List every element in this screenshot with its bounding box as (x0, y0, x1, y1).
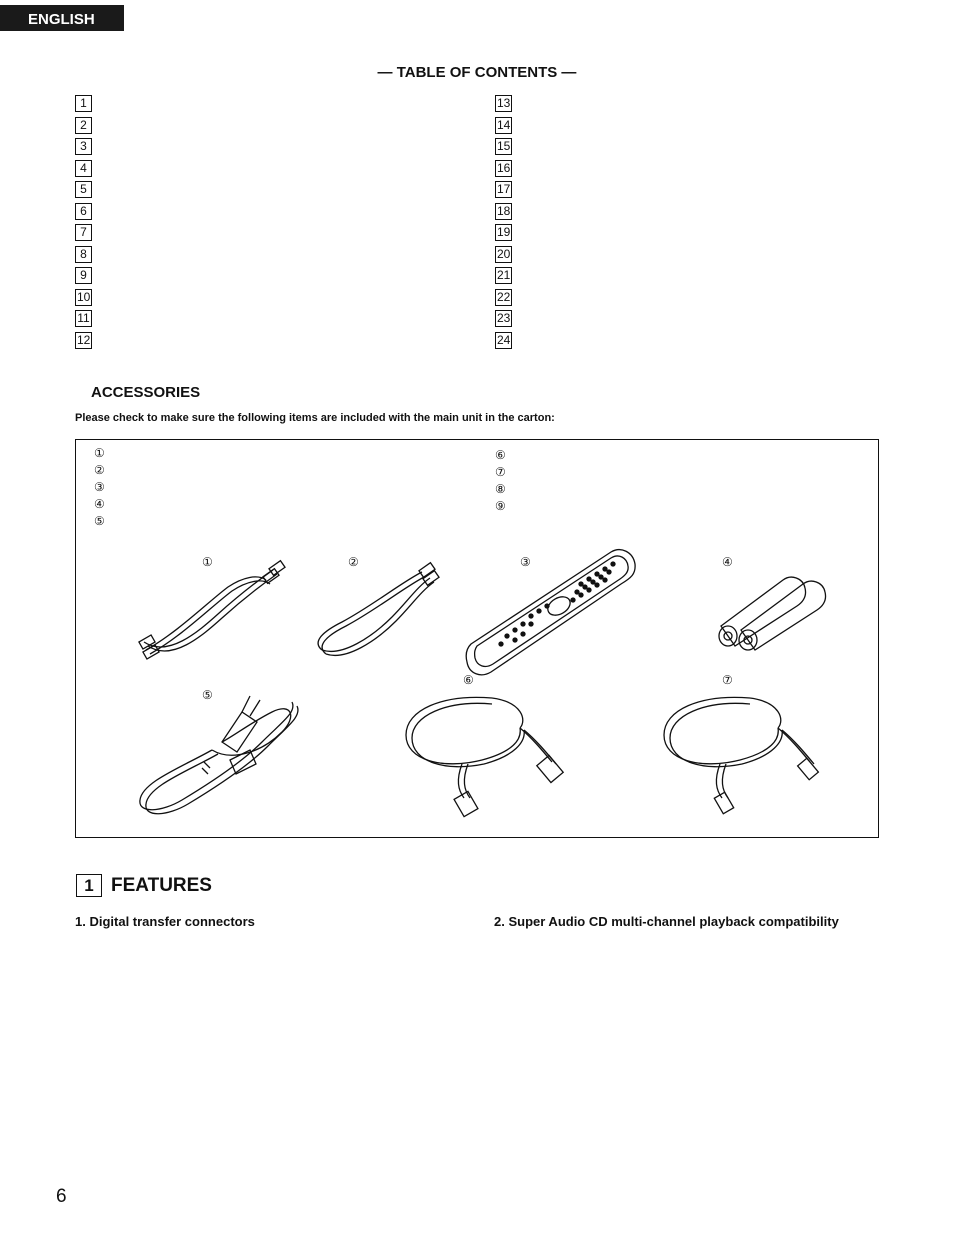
toc-item (75, 180, 92, 202)
accessory-marker: ⑤ (94, 514, 105, 528)
accessory-marker: ② (94, 463, 105, 477)
toc-item (495, 180, 512, 202)
figure-label: ④ (722, 555, 733, 569)
feature-item: 1. Digital transfer connectors (75, 914, 255, 929)
language-tab: ENGLISH (0, 5, 124, 31)
link-cable-icon (402, 690, 572, 820)
toc-number: 23 (497, 311, 511, 325)
power-cord-icon (132, 682, 302, 817)
toc-number: 22 (497, 289, 511, 304)
figure-label: ③ (520, 555, 531, 569)
toc-number: 7 (75, 224, 92, 241)
toc-number: 15 (497, 139, 511, 153)
figure-label: ⑦ (722, 673, 733, 687)
accessories-note: Please check to make sure the following items are included with the main unit in the carton: (75, 412, 555, 424)
accessory-marker: ⑨ (495, 499, 506, 513)
accessory-marker: ⑧ (495, 482, 506, 496)
toc-item (75, 94, 92, 116)
toc-item (495, 266, 512, 288)
toc-number: 3 (75, 138, 92, 155)
accessory-marker: ⑥ (495, 448, 506, 462)
toc-number: 4 (75, 160, 92, 177)
toc-item (495, 94, 512, 116)
remote-control-icon (461, 544, 641, 680)
accessory-marker: ③ (94, 480, 105, 494)
features-title: FEATURES (111, 875, 212, 896)
toc-item (495, 159, 512, 181)
figure-label: ② (348, 555, 359, 569)
toc-title: — TABLE OF CONTENTS — (377, 64, 577, 81)
toc-item (495, 137, 512, 159)
toc-item (75, 245, 92, 267)
accessory-marker: ⑦ (495, 465, 506, 479)
toc-item (495, 309, 512, 331)
toc-right-column (495, 94, 512, 352)
toc-number: 18 (497, 203, 511, 218)
toc-item (75, 202, 92, 224)
toc-number: 8 (75, 246, 92, 263)
audio-cable-icon (138, 562, 288, 667)
link-cable-icon (660, 690, 830, 820)
toc-item (495, 331, 512, 353)
toc-left-column (75, 94, 92, 352)
toc-number: 6 (75, 203, 92, 220)
toc-number: 13 (497, 96, 511, 110)
figure-label: ⑥ (463, 673, 474, 687)
toc-item (75, 223, 92, 245)
toc-item (75, 266, 92, 288)
toc-item (495, 223, 512, 245)
toc-item (495, 288, 512, 310)
toc-number: 10 (77, 289, 91, 304)
accessories-list-right (495, 447, 506, 515)
toc-number: 21 (497, 268, 511, 282)
accessories-list-left (94, 445, 105, 530)
toc-item (75, 159, 92, 181)
page-number: 6 (56, 1186, 67, 1207)
figure-label: ① (202, 555, 213, 569)
toc-number: 11 (75, 310, 92, 327)
accessories-box (75, 439, 879, 838)
toc-number: 1 (75, 95, 92, 112)
toc-number: 24 (497, 332, 511, 347)
toc-number: 9 (75, 267, 92, 284)
toc-number: 17 (497, 182, 511, 196)
toc-number: 2 (75, 117, 92, 134)
feature-item: 2. Super Audio CD multi-channel playback compatibility (494, 914, 839, 929)
toc-item (75, 331, 92, 353)
toc-number: 19 (497, 225, 511, 239)
accessory-marker: ① (94, 446, 105, 460)
figure-label: ⑤ (202, 688, 213, 702)
toc-number: 16 (497, 160, 511, 175)
toc-item (75, 309, 92, 331)
coaxial-cable-icon (312, 562, 442, 662)
toc-number: 5 (75, 181, 92, 198)
toc-item (495, 202, 512, 224)
toc-item (75, 288, 92, 310)
batteries-icon (711, 568, 831, 648)
toc-item (495, 116, 512, 138)
toc-number: 12 (77, 332, 91, 347)
toc-item (495, 245, 512, 267)
toc-item (75, 116, 92, 138)
toc-number: 20 (497, 246, 511, 261)
toc-item (75, 137, 92, 159)
features-section-number: 1 (76, 874, 102, 897)
accessories-title: ACCESSORIES (91, 384, 201, 401)
toc-number: 14 (497, 117, 511, 132)
accessory-marker: ④ (94, 497, 105, 511)
